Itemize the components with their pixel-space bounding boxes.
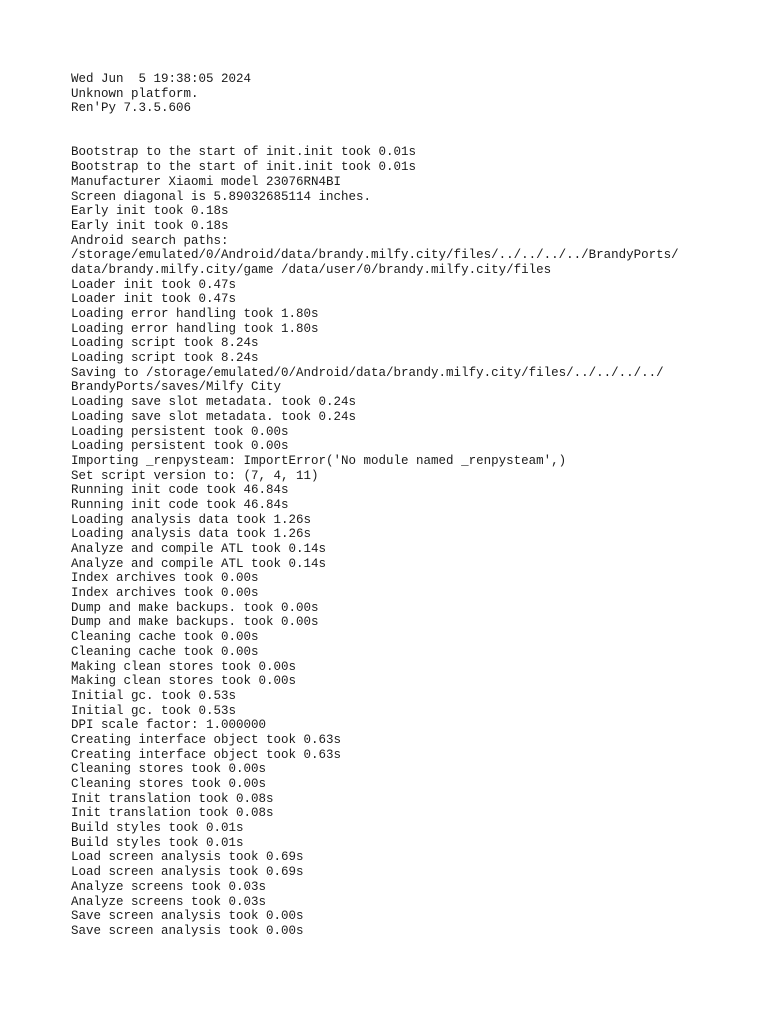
log-line: Loading analysis data took 1.26s — [71, 527, 312, 542]
log-line: Android search paths: — [71, 233, 229, 248]
log-line: Init translation took 0.08s — [71, 806, 274, 821]
log-line: Save screen analysis took 0.00s — [71, 909, 304, 924]
log-line: Early init took 0.18s — [71, 218, 229, 233]
log-line: Making clean stores took 0.00s — [71, 674, 297, 689]
log-timestamp: Wed Jun 5 19:38:05 2024 — [71, 72, 252, 86]
log-line: Cleaning cache took 0.00s — [71, 644, 259, 659]
log-line: Running init code took 46.84s — [71, 497, 289, 512]
log-line: Importing _renpysteam: ImportError('No module named _renpysteam',) — [71, 453, 567, 468]
log-body — [71, 145, 751, 938]
log-line: Build styles took 0.01s — [71, 821, 244, 836]
log-line: Analyze screens took 0.03s — [71, 894, 267, 909]
log-line: DPI scale factor: 1.000000 — [71, 718, 267, 733]
log-line: Analyze and compile ATL took 0.14s — [71, 556, 327, 571]
log-line: Manufacturer Xiaomi model 23076RN4BI — [71, 174, 342, 189]
log-line: Cleaning cache took 0.00s — [71, 630, 259, 645]
log-line: Index archives took 0.00s — [71, 586, 259, 601]
log-line: Running init code took 46.84s — [71, 483, 289, 498]
log-line: Bootstrap to the start of init.init took 0.01s — [71, 145, 417, 160]
log-line: data/brandy.milfy.city/game /data/user/0/brandy.milfy.city/files — [71, 262, 552, 277]
log-line: Loader init took 0.47s — [71, 277, 237, 292]
log-line: Bootstrap to the start of init.init took 0.01s — [71, 160, 417, 175]
log-line: /storage/emulated/0/Android/data/brandy.milfy.city/files/../../../../BrandyPorts/ — [71, 248, 679, 263]
log-line: Early init took 0.18s — [71, 204, 229, 219]
log-platform: Unknown platform. — [71, 86, 199, 101]
log-line: Init translation took 0.08s — [71, 791, 274, 806]
log-line: Build styles took 0.01s — [71, 835, 244, 850]
log-line: Saving to /storage/emulated/0/Android/data/brandy.milfy.city/files/../../../../ — [71, 365, 664, 380]
log-line: Set script version to: (7, 4, 11) — [71, 468, 319, 483]
log-line: Dump and make backups. took 0.00s — [71, 600, 319, 615]
log-line: BrandyPorts/saves/Milfy City — [71, 380, 282, 395]
log-header — [71, 72, 751, 116]
log-line: Screen diagonal is 5.89032685114 inches. — [71, 189, 372, 204]
log-line: Loading script took 8.24s — [71, 336, 259, 351]
log-line: Analyze screens took 0.03s — [71, 879, 267, 894]
log-blank-gap — [71, 116, 751, 145]
log-line: Cleaning stores took 0.00s — [71, 762, 267, 777]
log-line: Initial gc. took 0.53s — [71, 703, 237, 718]
log-line: Loading save slot metadata. took 0.24s — [71, 395, 357, 410]
log-line: Save screen analysis took 0.00s — [71, 923, 304, 938]
log-line: Loading error handling took 1.80s — [71, 321, 319, 336]
log-line: Loader init took 0.47s — [71, 292, 237, 307]
log-line: Creating interface object took 0.63s — [71, 732, 342, 747]
log-line: Loading persistent took 0.00s — [71, 439, 289, 454]
log-line: Cleaning stores took 0.00s — [71, 777, 267, 792]
log-line: Creating interface object took 0.63s — [71, 747, 342, 762]
log-line: Loading persistent took 0.00s — [71, 424, 289, 439]
log-line: Load screen analysis took 0.69s — [71, 850, 304, 865]
log-line: Initial gc. took 0.53s — [71, 688, 237, 703]
log-line: Loading script took 8.24s — [71, 351, 259, 366]
log-line: Making clean stores took 0.00s — [71, 659, 297, 674]
log-line: Loading error handling took 1.80s — [71, 307, 319, 322]
log-document — [71, 72, 751, 939]
log-renpy-version: Ren'Py 7.3.5.606 — [71, 101, 192, 116]
log-line: Loading analysis data took 1.26s — [71, 512, 312, 527]
log-line: Index archives took 0.00s — [71, 571, 259, 586]
log-line: Loading save slot metadata. took 0.24s — [71, 409, 357, 424]
log-line: Load screen analysis took 0.69s — [71, 865, 304, 880]
log-line: Dump and make backups. took 0.00s — [71, 615, 319, 630]
log-line: Analyze and compile ATL took 0.14s — [71, 542, 327, 557]
